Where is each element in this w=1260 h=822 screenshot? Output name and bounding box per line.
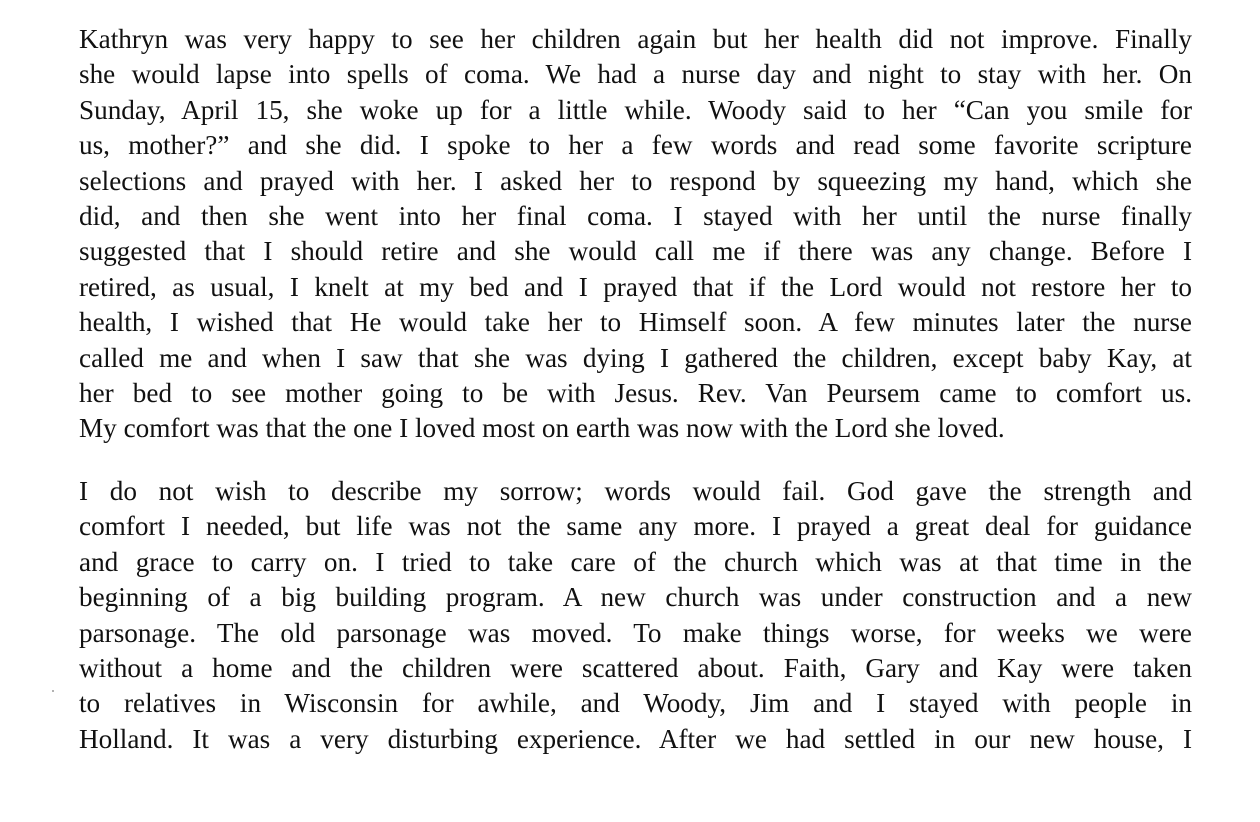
paragraph-line: she would lapse into spells of coma. We had a nurse day and night to stay with her. On bbox=[79, 59, 1192, 90]
paragraph-line: My comfort was that the one I loved most on earth was now with the Lord she loved. bbox=[79, 413, 1005, 444]
paragraph-line: suggested that I should retire and she would call me if there was any change. Before I bbox=[79, 236, 1192, 267]
paragraph-line: her bed to see mother going to be with Jesus. Rev. Van Peursem came to comfort us. bbox=[79, 377, 1192, 408]
paragraph-line: to relatives in Wisconsin for awhile, and Woody, Jim and I stayed with people in bbox=[79, 688, 1192, 719]
paragraph-line: health, I wished that He would take her to Himself soon. A few minutes later the nurse bbox=[79, 307, 1192, 338]
paragraph-line: I do not wish to describe my sorrow; words would fail. God gave the strength and bbox=[79, 476, 1192, 506]
paragraph-line: did, and then she went into her final coma. I stayed with her until the nurse finally bbox=[79, 200, 1192, 231]
paragraph-2 bbox=[79, 474, 1192, 757]
paragraph-line: beginning of a big building program. A new church was under construction and a new bbox=[79, 582, 1192, 613]
scan-speck bbox=[52, 690, 54, 692]
paragraph-line: comfort I needed, but life was not the same any more. I prayed a great deal for guidance bbox=[79, 511, 1192, 542]
paragraph-line: called me and when I saw that she was dying I gathered the children, except baby Kay, at bbox=[79, 342, 1192, 373]
paragraph-line: parsonage. The old parsonage was moved. To make things worse, for weeks we were bbox=[79, 617, 1192, 648]
paragraph-1 bbox=[79, 22, 1192, 447]
paragraph-line: Sunday, April 15, she woke up for a little while. Woody said to her “Can you smile for bbox=[79, 94, 1192, 125]
paragraph-line: Holland. It was a very disturbing experience. After we had settled in our new house, I bbox=[79, 723, 1192, 754]
paragraph-line: Kathryn was very happy to see her children again but her health did not improve. Finally bbox=[79, 24, 1192, 54]
paragraph-line: retired, as usual, I knelt at my bed and I prayed that if the Lord would not restore her to bbox=[79, 271, 1192, 302]
paragraph-line: us, mother?” and she did. I spoke to her a few words and read some favorite scripture bbox=[79, 130, 1192, 161]
paragraph-line: and grace to carry on. I tried to take care of the church which was at that time in the bbox=[79, 546, 1192, 577]
paragraph-line: selections and prayed with her. I asked her to respond by squeezing my hand, which she bbox=[79, 165, 1192, 196]
paragraph-line: without a home and the children were scattered about. Faith, Gary and Kay were taken bbox=[79, 652, 1192, 683]
